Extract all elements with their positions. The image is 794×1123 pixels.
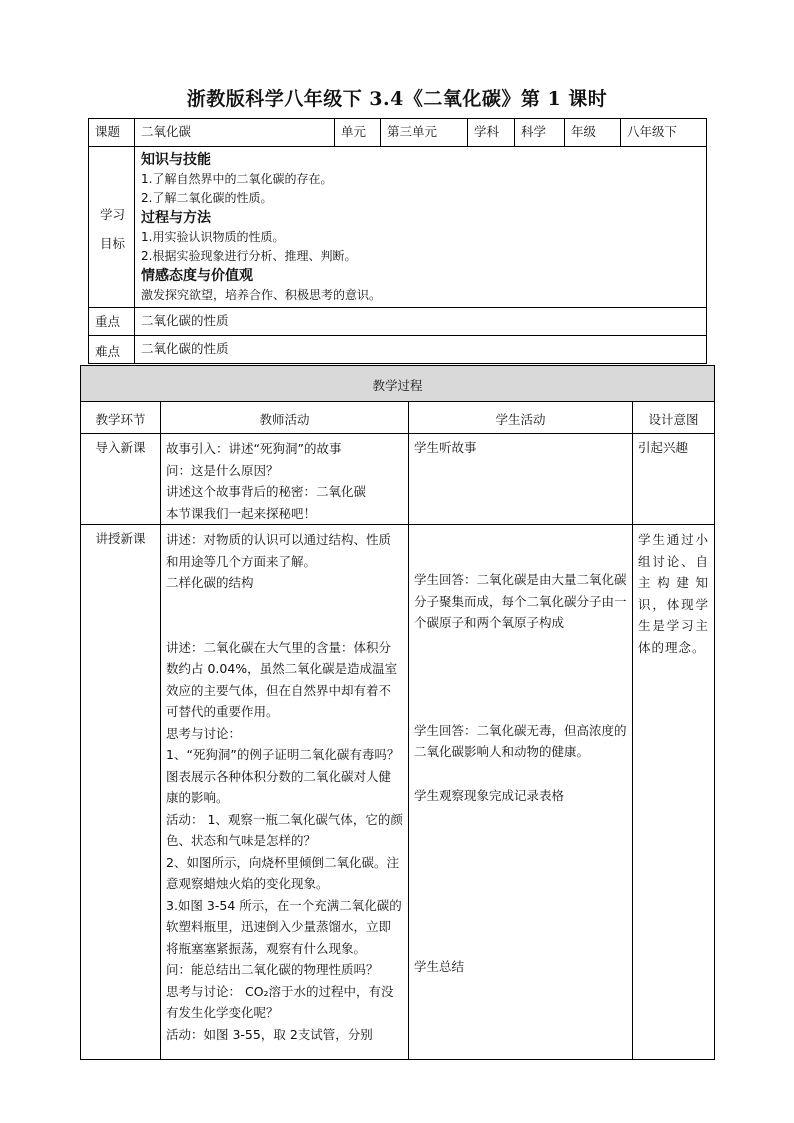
- lecture-teacher-line: 活动：如图 3-55，取 2支试管，分别: [166, 1026, 373, 1042]
- intro-purpose: 引起兴趣: [633, 434, 715, 525]
- knowledge-title: 知识与技能: [141, 152, 211, 168]
- unit-value: 第三单元: [381, 119, 468, 147]
- intro-stage: 导入新课: [81, 434, 161, 525]
- lecture-student-line: 学生回答：二氧化碳是由大量二氧化碳分子聚集而成，每个二氧化碳分子由一个碳原子和两个氧原子构成: [414, 572, 627, 630]
- lecture-teacher-line: 活动： 1、观察一瓶二氧化碳气体，它的颜色、状态和气味是怎样的？: [166, 811, 403, 848]
- teaching-process-table: [80, 365, 715, 1060]
- knowledge-item-1: 1.了解自然界中的二氧化碳的存在。: [141, 172, 333, 186]
- key-point-value: 二氧化碳的性质: [135, 308, 707, 336]
- lecture-teacher-line: 思考与讨论：: [166, 725, 242, 741]
- process-title: 过程与方法: [141, 210, 211, 226]
- lesson-info-table: [88, 118, 707, 364]
- goals-label: [89, 147, 135, 308]
- subject-value: 科学: [515, 119, 565, 147]
- lecture-student-line: 学生观察现象完成记录表格: [414, 787, 565, 803]
- intro-teacher-line: 本节课我们一起来探秘吧！: [166, 505, 317, 521]
- intro-teacher-line: 问：这是什么原因？: [166, 462, 279, 478]
- header-stage: 教学环节: [81, 402, 161, 434]
- lecture-student: [409, 525, 633, 1060]
- process-item-1: 1.用实验认识物质的性质。: [141, 230, 285, 244]
- lecture-teacher: [161, 525, 409, 1060]
- difficulty-value: 二氧化碳的性质: [135, 336, 707, 364]
- lecture-teacher-line: 2、如图所示，向烧杯里倾倒二氧化碳。注意观察蜡烛火焰的变化现象。: [166, 854, 399, 891]
- lecture-teacher-line: 讲述：对物质的认识可以通过结构、性质和用途等几个方面来了解。: [166, 532, 392, 569]
- unit-label: 单元: [335, 119, 381, 147]
- topic-value: 二氧化碳: [135, 119, 335, 147]
- lecture-teacher-line: 1、“死狗洞”的例子证明二氧化碳有毒吗？: [166, 747, 400, 762]
- attitude-item-1: 激发探究欲望，培养合作、积极思考的意识。: [141, 288, 382, 302]
- process-section-title: 教学过程: [81, 366, 715, 402]
- topic-label: 课题: [89, 119, 135, 147]
- lecture-teacher-line: 问：能总结出二氧化碳的物理性质吗？: [166, 962, 379, 977]
- lecture-teacher-line: 二样化碳的结构: [166, 575, 254, 590]
- attitude-title: 情感态度与价值观: [141, 268, 253, 284]
- lecture-teacher-line: 思考与讨论： CO₂溶于水的过程中，有没有发生化学变化呢？: [166, 983, 394, 1020]
- lecture-student-line: 学生总结: [414, 959, 465, 974]
- header-purpose: 设计意图: [633, 402, 715, 434]
- process-item-2: 2.根据实验现象进行分析、推理、判断。: [141, 249, 357, 263]
- lecture-purpose: 学生通过小组讨论、自主构建知识，体现学生是学习主体的理念。: [633, 525, 715, 1060]
- lecture-teacher-line: 3.如图 3-54 所示，在一个充满二氧化碳的软塑料瓶里，迅速倒入少量蒸馏水，立即将瓶塞塞紧振荡，观察有什么现象。: [166, 897, 402, 956]
- intro-teacher-line: 故事引入：讲述“死狗洞”的故事: [166, 441, 342, 456]
- goals-label-2: 目标: [99, 235, 125, 251]
- intro-teacher-line: 讲述这个故事背后的秘密：二氧化碳: [166, 484, 367, 499]
- key-point-label: 重点: [89, 308, 135, 336]
- lecture-teacher-line: 讲述：二氧化碳在大气里的含量：体积分数约占 0.04%，虽然二氧化碳是造成温室效应的主要气体，但在自然界中却有着不可替代的重要作用。: [166, 639, 398, 719]
- header-teacher: 教师活动: [161, 402, 409, 434]
- goals-content: [135, 147, 707, 308]
- lecture-student-line: 学生回答：二氧化碳无毒，但高浓度的二氧化碳影响人和动物的健康。: [414, 722, 627, 759]
- document-title: 浙教版科学八年级下 3.4《二氧化碳》第 1 课时: [186, 88, 608, 110]
- subject-label: 学科: [468, 119, 515, 147]
- intro-student: 学生听故事: [409, 434, 633, 525]
- difficulty-label: 难点: [89, 336, 135, 364]
- lecture-stage: 讲授新课: [81, 525, 161, 1060]
- grade-label: 年级: [565, 119, 621, 147]
- lecture-teacher-line: 图表展示各种体积分数的二氧化碳对人健康的影响。: [166, 768, 392, 805]
- grade-value: 八年级下: [621, 119, 707, 147]
- goals-label-1: 学习: [99, 206, 125, 222]
- header-student: 学生活动: [409, 402, 633, 434]
- knowledge-item-2: 2.了解二氧化碳的性质。: [141, 191, 273, 205]
- intro-teacher: [161, 434, 409, 525]
